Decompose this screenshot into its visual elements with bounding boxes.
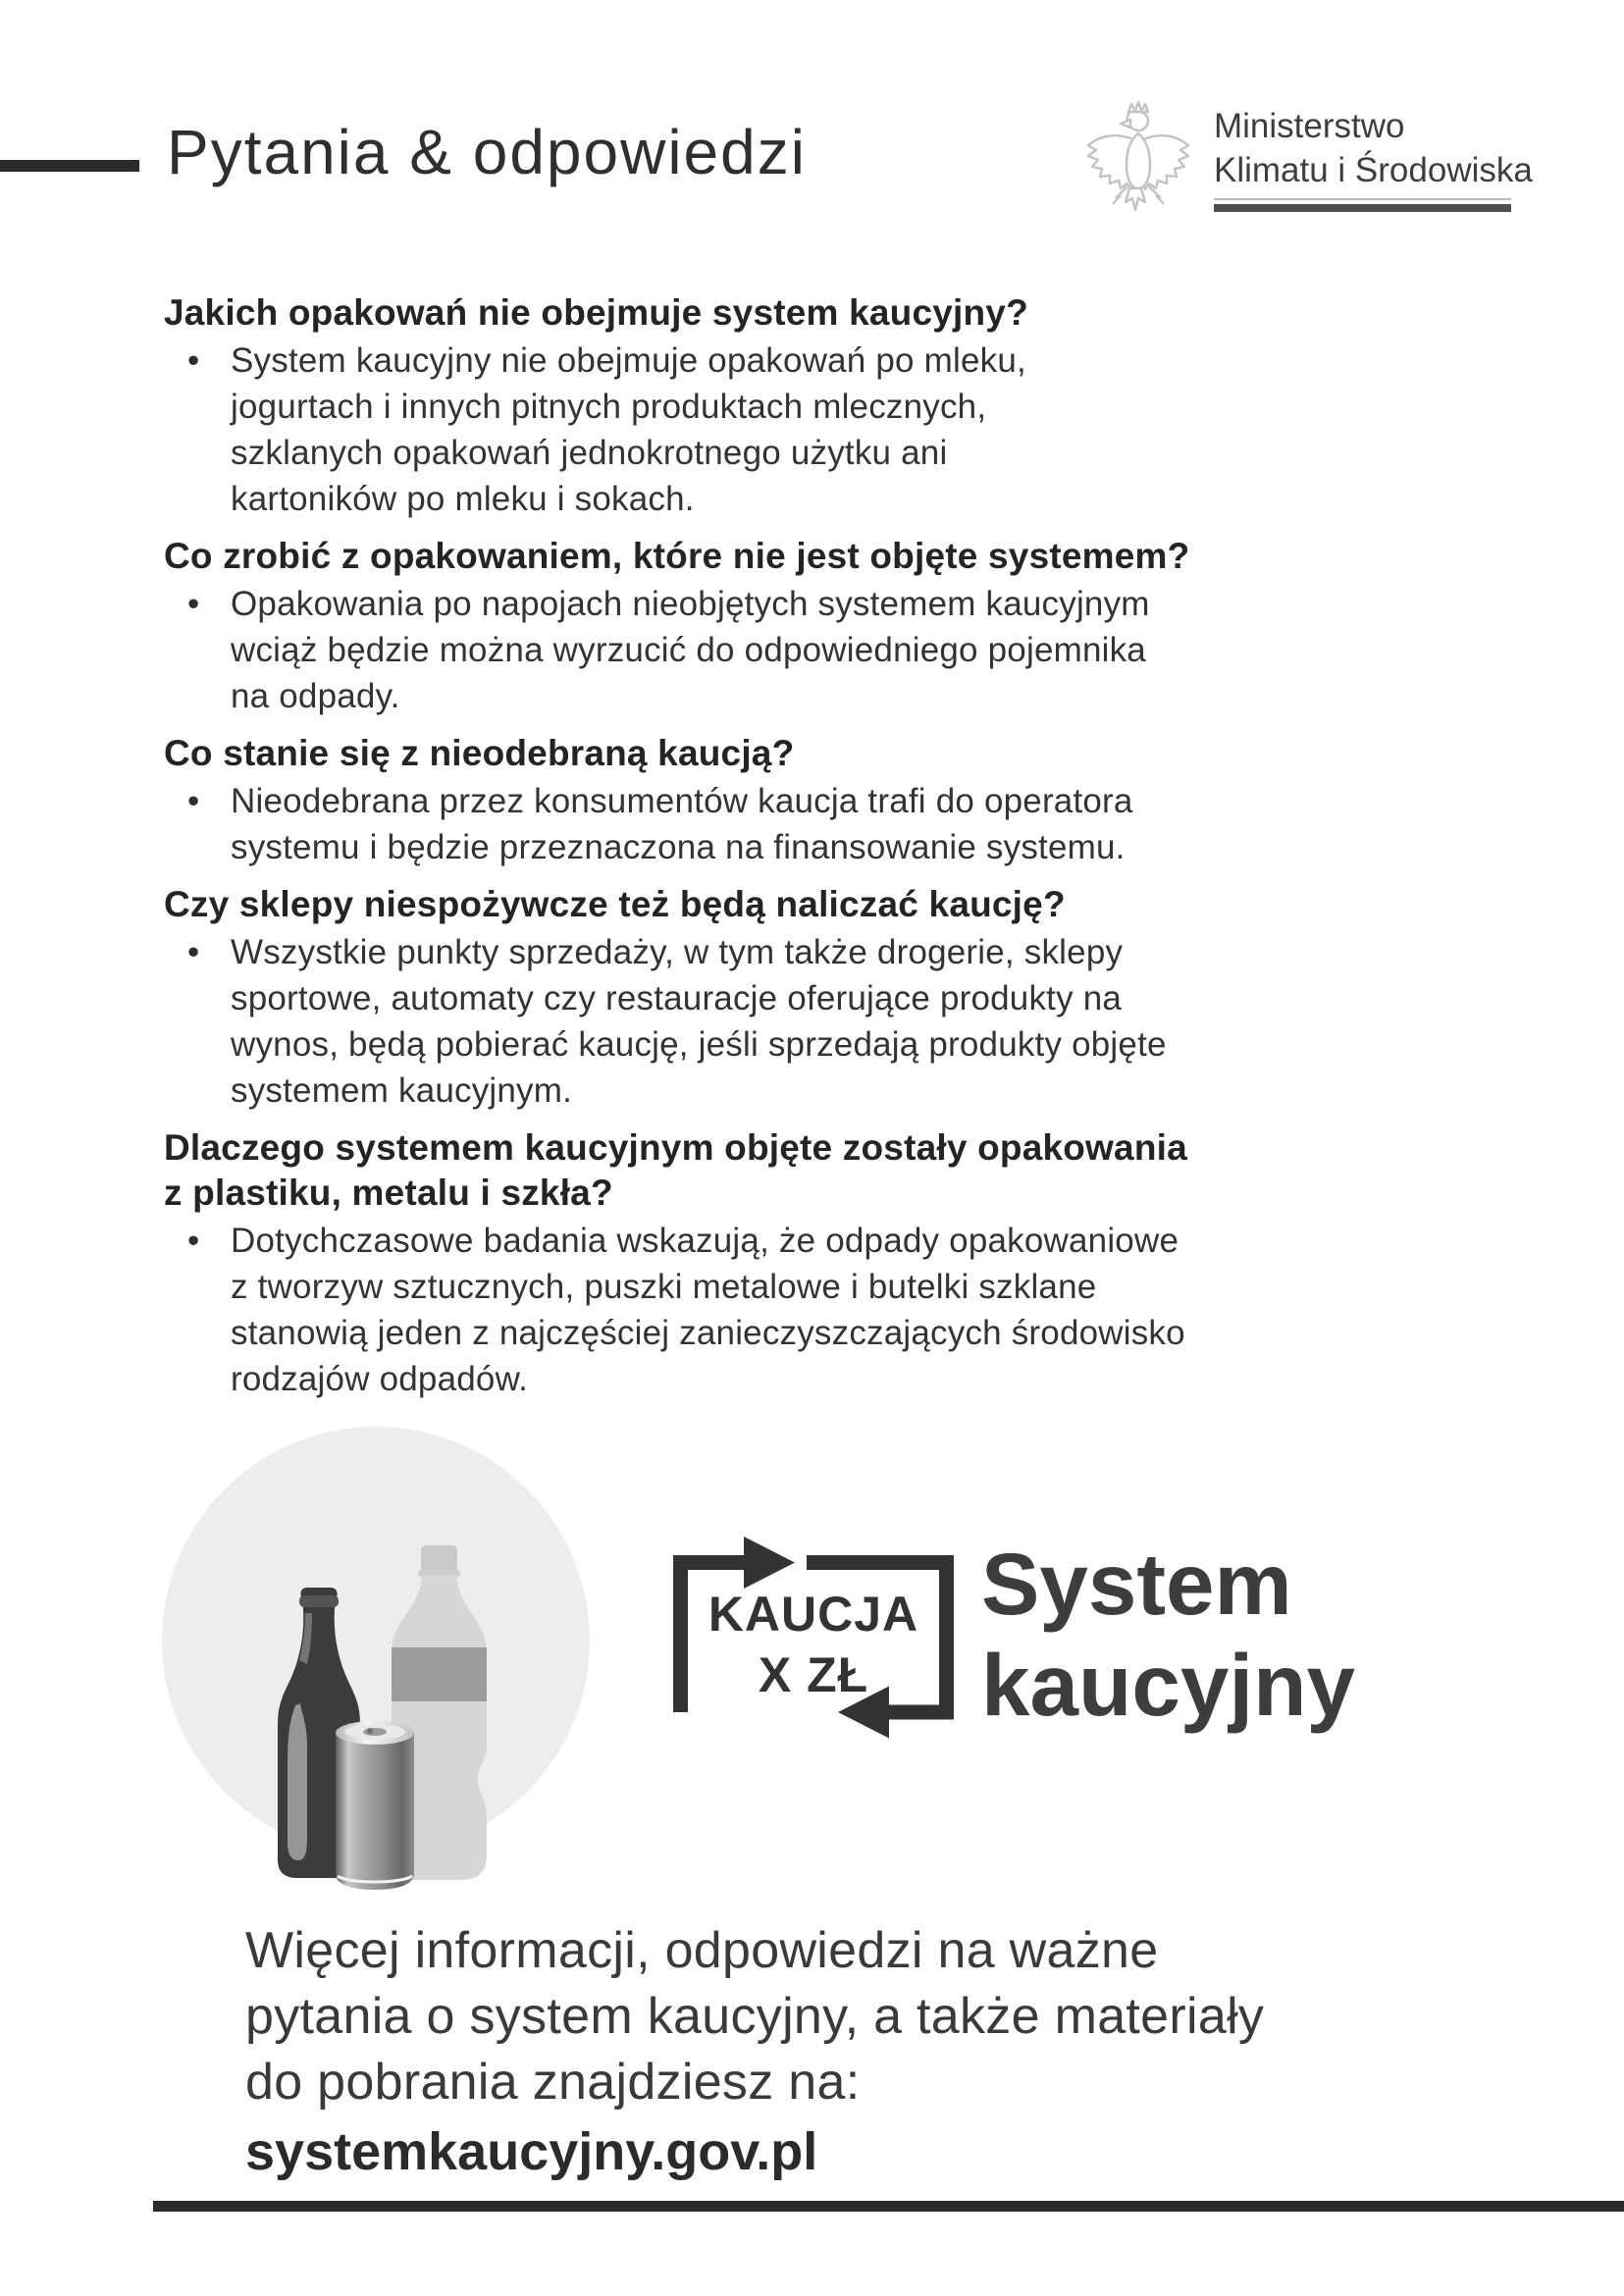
footer-info-line3: do pobrania znajdziesz na:: [245, 2054, 861, 2111]
loop-arrow-right-icon: [744, 1537, 795, 1589]
faq-question: [164, 534, 1557, 579]
faq-answer-line: rodzajów odpadów.: [231, 1360, 529, 1398]
faq-answer-lines: [231, 338, 1026, 522]
logo-kaucja-label: KAUCJA: [707, 1587, 919, 1642]
faq-answer-line: wciąż będzie można wyrzucić do odpowiedniego pojemnika: [231, 631, 1146, 669]
faq-answer-line: Dotychczasowe badania wskazują, że odpady opakowaniowe: [231, 1222, 1179, 1260]
bullet-marker: •: [187, 585, 200, 623]
brand-line1: System: [981, 1535, 1292, 1633]
faq-answer: [164, 778, 1557, 870]
faq-list: [164, 290, 1557, 1414]
footer-website-url: systemkaucyjny.gov.pl: [245, 2122, 818, 2181]
faq-answer-line: z tworzyw sztucznych, puszki metalowe i butelki szklane: [231, 1268, 1097, 1306]
faq-answer-lines: [231, 581, 1150, 719]
header-dash-rule: [0, 160, 139, 172]
ministry-rule-thin: [1214, 198, 1511, 200]
faq-question-line: Co zrobić z opakowaniem, które nie jest objęte systemem?: [164, 536, 1190, 576]
aluminium-can-icon: [336, 1721, 414, 1890]
faq-item-3: [164, 731, 1557, 870]
ministry-name-line2: Klimatu i Środowiska: [1214, 151, 1533, 189]
deposit-loop-logo: [657, 1516, 991, 1747]
faq-answer: [164, 1218, 1557, 1402]
page-title: Pytania & odpowiedzi: [167, 117, 807, 187]
faq-answer-lines: [231, 778, 1133, 870]
faq-answer-line: System kaucyjny nie obejmuje opakowań po mleku,: [231, 341, 1026, 380]
faq-question-line: Co stanie się z nieodebraną kaucją?: [164, 733, 795, 773]
faq-question: [164, 882, 1557, 927]
eagle-emblem-icon: [1074, 96, 1202, 226]
bullet-marker: •: [187, 782, 200, 820]
brand-wordmark: [981, 1534, 1355, 1736]
faq-question-line: Dlaczego systemem kaucyjnym objęte zostały opakowania: [164, 1127, 1187, 1168]
faq-question: [164, 1125, 1557, 1216]
footer-info: [245, 1918, 1264, 2186]
faq-answer-line: sportowe, automaty czy restauracje oferujące produkty na: [231, 979, 1123, 1018]
faq-answer-line: wynos, będą pobierać kaucję, jeśli sprzedają produkty objęte: [231, 1025, 1167, 1064]
faq-question-line: Czy sklepy niespożywcze też będą naliczać kaucję?: [164, 884, 1066, 924]
faq-answer-line: Opakowania po napojach nieobjętych systemem kaucyjnym: [231, 585, 1150, 623]
beverage-containers-illustration: [152, 1421, 613, 1951]
faq-question-line: z plastiku, metalu i szkła?: [164, 1173, 613, 1213]
faq-item-2: [164, 534, 1557, 719]
brand-line2: kaucyjny: [981, 1636, 1355, 1734]
faq-answer-lines: [231, 929, 1167, 1114]
faq-question-line: Jakich opakowań nie obejmuje system kaucyjny?: [164, 292, 1028, 333]
faq-item-1: [164, 290, 1557, 522]
bottom-bar-rule: [153, 2201, 1624, 2212]
faq-answer-line: Wszystkie punkty sprzedaży, w tym także drogerie, sklepy: [231, 933, 1124, 971]
faq-answer-line: szklanych opakowań jednokrotnego użytku ani: [231, 434, 948, 472]
faq-answer-line: jogurtach i innych pitnych produktach mlecznych,: [231, 388, 987, 426]
faq-answer: [164, 929, 1557, 1114]
faq-answer-line: systemem kaucyjnym.: [231, 1071, 573, 1110]
faq-answer-line: na odpady.: [231, 677, 400, 715]
faq-answer-line: systemu i będzie przeznaczona na finansowanie systemu.: [231, 828, 1126, 866]
faq-answer: [164, 581, 1557, 719]
footer-info-line2: pytania o system kaucyjny, a także materiały: [245, 1988, 1265, 2045]
bullet-marker: •: [187, 933, 200, 971]
bullet-marker: •: [187, 1222, 200, 1260]
ministry-logo: [1074, 96, 1533, 229]
footer-info-line1: Więcej informacji, odpowiedzi na ważne: [245, 1922, 1159, 1979]
ministry-rule-thick: [1214, 204, 1511, 212]
ministry-name-line1: Ministerstwo: [1214, 107, 1405, 145]
ministry-name: [1214, 104, 1533, 192]
faq-answer-line: stanowią jeden z najczęściej zanieczyszczających środowisko: [231, 1314, 1185, 1352]
faq-question: [164, 290, 1557, 336]
faq-question: [164, 731, 1557, 776]
faq-answer: [164, 338, 1557, 522]
logo-amount-label: X ZŁ: [758, 1647, 869, 1702]
faq-answer-line: kartoników po mleku i sokach.: [231, 480, 695, 518]
faq-item-4: [164, 882, 1557, 1114]
faq-answer-lines: [231, 1218, 1185, 1402]
bullet-marker: •: [187, 341, 200, 380]
faq-item-5: [164, 1125, 1557, 1402]
faq-answer-line: Nieodebrana przez konsumentów kaucja trafi do operatora: [231, 782, 1133, 820]
